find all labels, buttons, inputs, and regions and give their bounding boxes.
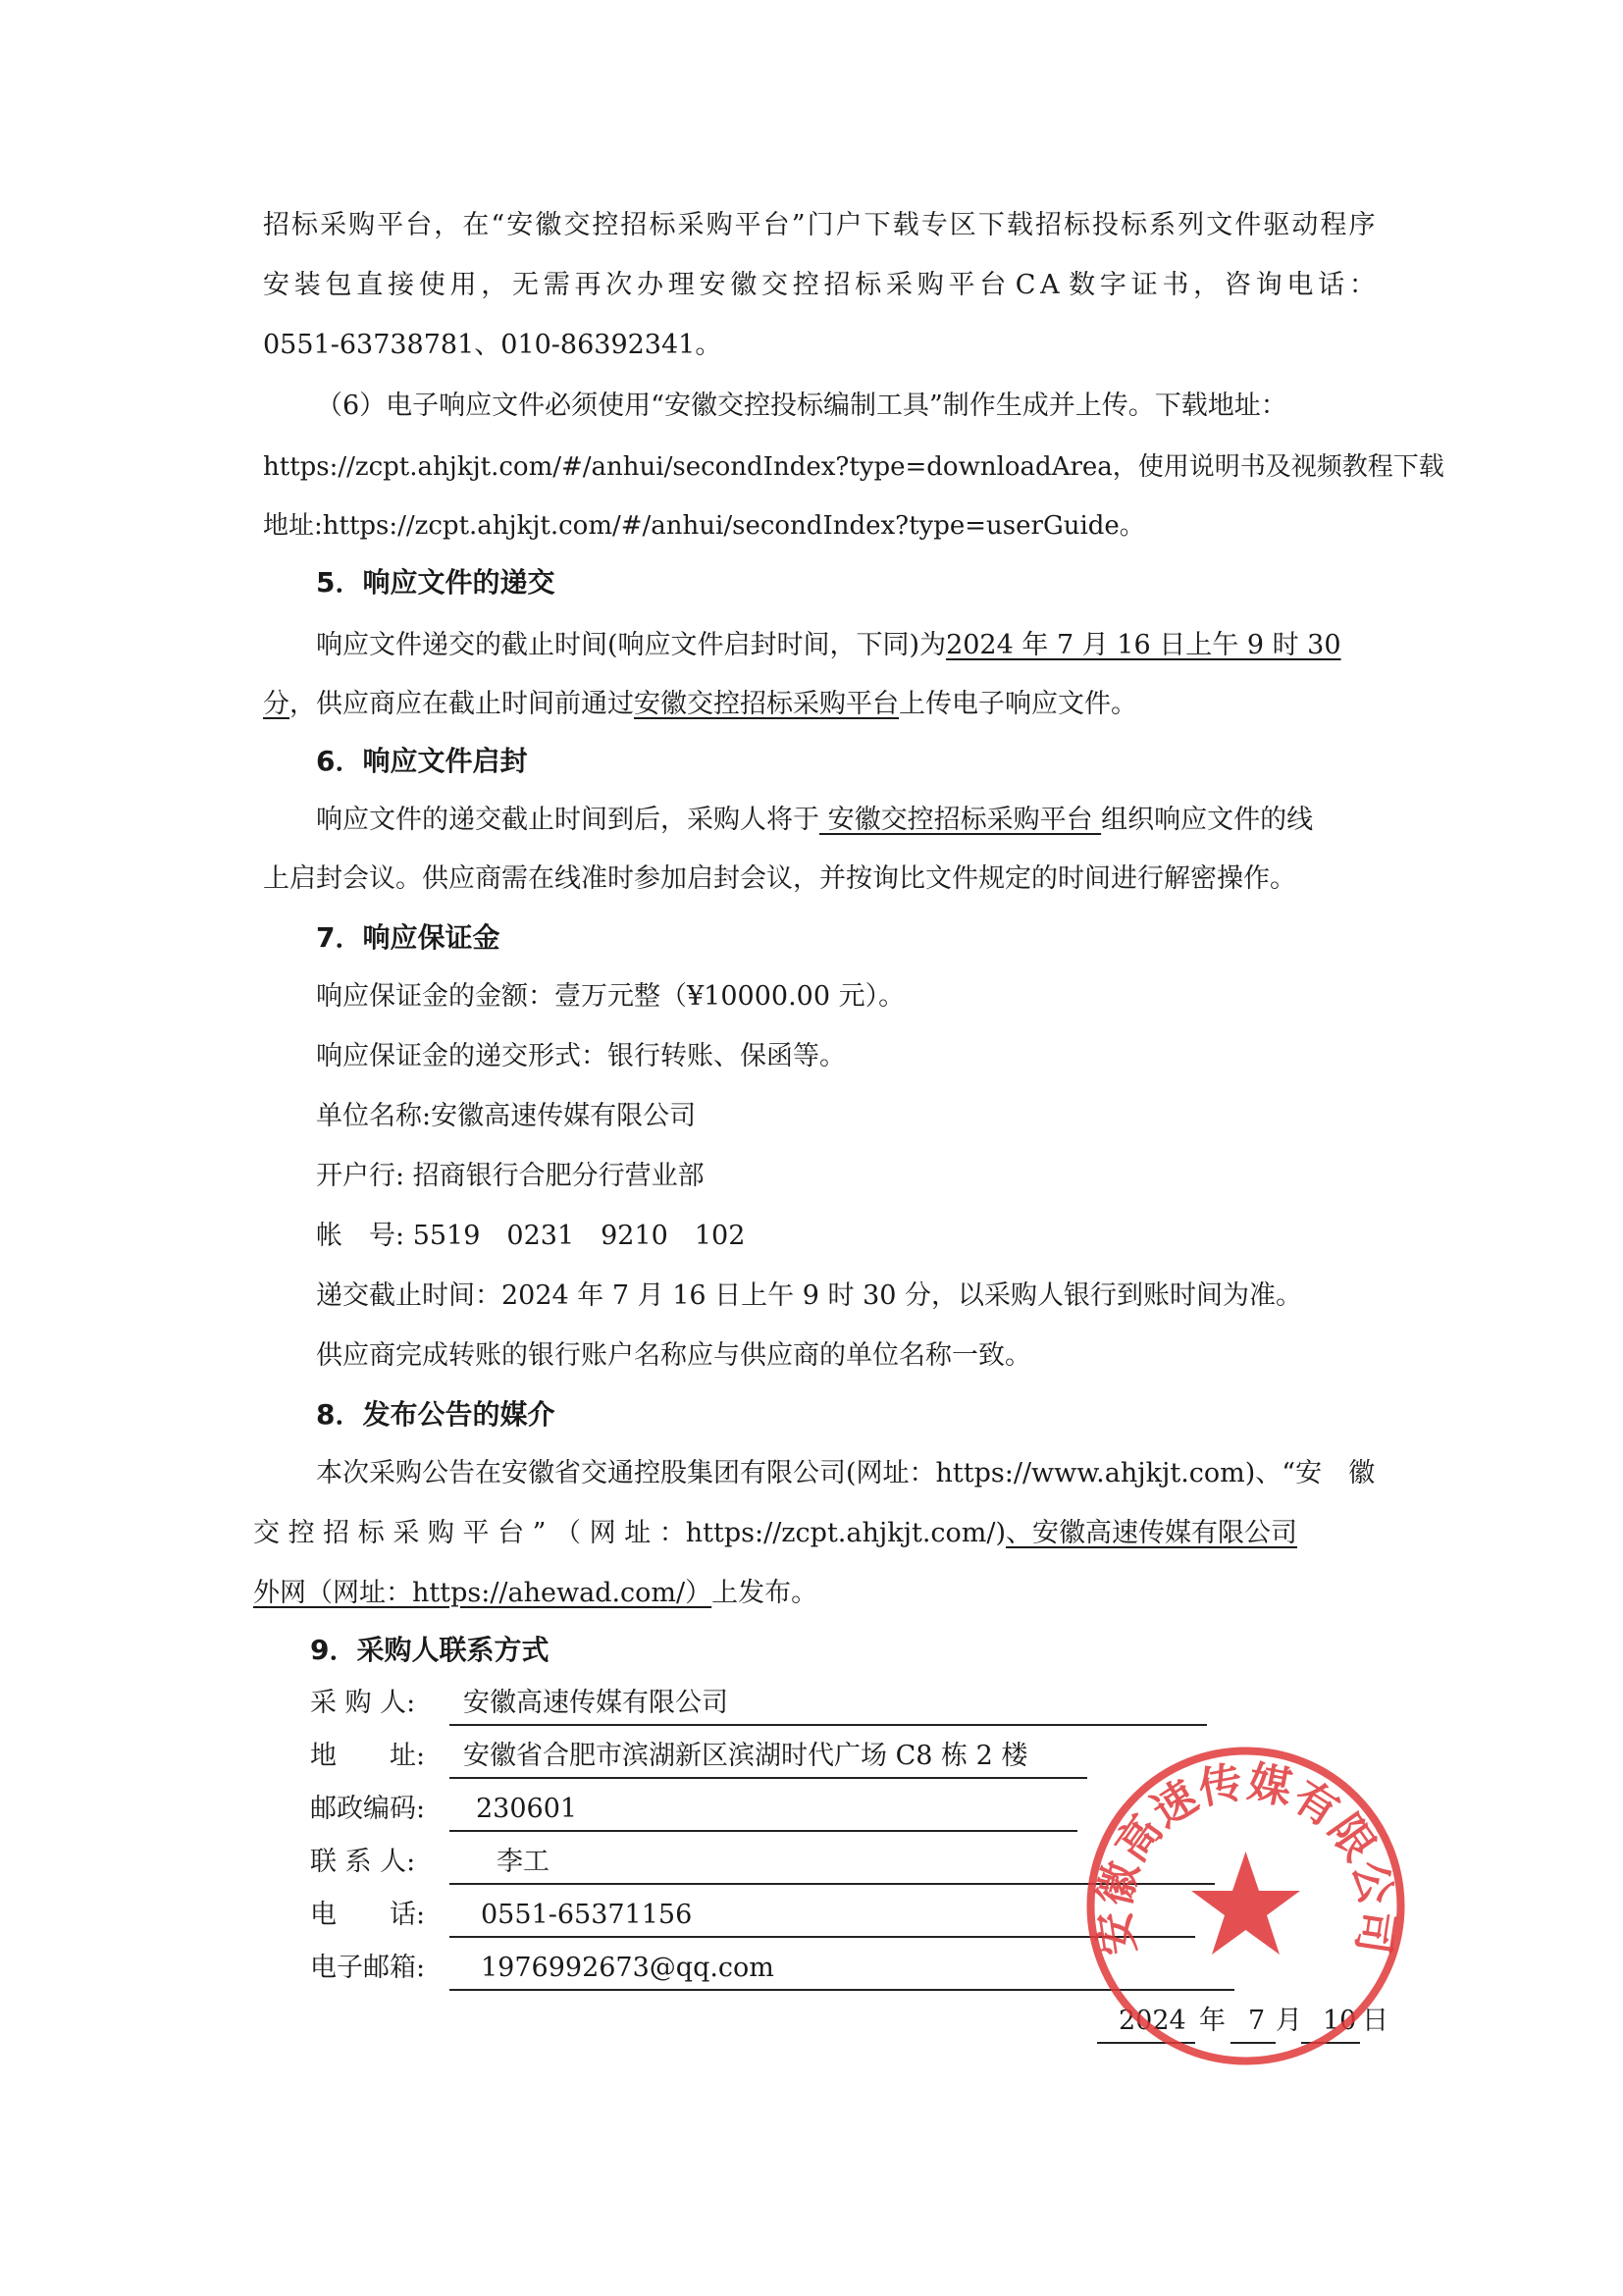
platform-underlined-2: 安徽交控招标采购平台 bbox=[819, 805, 1102, 835]
account-label: 帐 号: bbox=[316, 1221, 405, 1251]
seal-text: 安徽高速传媒有限公司 bbox=[1088, 1756, 1403, 1958]
date-year: 2024 bbox=[1119, 2006, 1186, 2036]
company-underlined: 、安徽高速传媒有限公司 bbox=[1006, 1518, 1298, 1548]
section-8-line-3 bbox=[253, 1576, 817, 1611]
para-6-line-2: https://zcpt.ahjkjt.com/#/anhui/secondIndex?type=downloadArea，使用说明书及视频教程下载 bbox=[263, 452, 1444, 482]
para-6-line-1: （6）电子响应文件必须使用“安徽交控投标编制工具”制作生成并上传。下载地址： bbox=[316, 391, 1287, 421]
section-5-line-2 bbox=[263, 687, 1137, 722]
contact-label-purchaser: 采 购 人: bbox=[310, 1688, 416, 1718]
contact-underline-address bbox=[449, 1777, 1087, 1779]
deadline-underlined: 2024 年 7 月 16 日上午 9 时 30 bbox=[946, 630, 1341, 660]
contact-value-address: 安徽省合肥市滨湖新区滨湖时代广场 C8 栋 2 楼 bbox=[463, 1741, 1028, 1771]
date-day-char: 日 bbox=[1362, 2006, 1388, 2036]
website-underlined: 外网（网址：https://ahewad.com/） bbox=[253, 1578, 712, 1608]
section-6-text-pre: 响应文件的递交截止时间到后，采购人将于 bbox=[316, 805, 819, 835]
date-month: 7 bbox=[1248, 2006, 1266, 2036]
contact-label-postcode: 邮政编码: bbox=[310, 1794, 426, 1824]
contact-underline-postcode bbox=[449, 1830, 1077, 1832]
section-8-line-1: 本次采购公告在安徽省交通控股集团有限公司(网址：https://www.ahjkjt.com)、“安 徽 bbox=[316, 1458, 1376, 1488]
contact-label-address: 地 址: bbox=[310, 1741, 426, 1771]
account-number: 5519 0231 9210 102 bbox=[412, 1221, 746, 1251]
company-seal bbox=[1081, 1742, 1410, 2070]
section-8-line-2 bbox=[253, 1516, 1297, 1551]
contact-label-phone: 电 话: bbox=[310, 1900, 426, 1930]
deadline-underlined-end: 分 bbox=[263, 689, 289, 719]
contact-value-person: 李工 bbox=[497, 1847, 550, 1877]
para-cont-line-1: 招 标 采 购 平 台 ， 在 “ 安 徽 交 控 招 标 采 购 平 台 ” 门 户 下 载 专 区 下 载 招 标 投 标 系 列 文 件 驱 动 程 序 bbox=[263, 210, 1376, 240]
section-8-text-post: 上发布。 bbox=[711, 1578, 818, 1608]
section-6-line-1 bbox=[316, 803, 1313, 838]
deposit-deadline: 递交截止时间：2024 年 7 月 16 日上午 9 时 30 分，以采购人银行到账时间为准。 bbox=[316, 1280, 1303, 1311]
para-cont-line-2: 安 装 包 直 接 使 用 ， 无 需 再 次 办 理 安 徽 交 控 招 标 采 购 平 台 C A 数 字 证 书 ， 咨 询 电 话 ： bbox=[263, 270, 1376, 300]
section-5-line-1 bbox=[316, 628, 1341, 663]
deposit-bank: 开户行: 招商银行合肥分行营业部 bbox=[316, 1161, 705, 1191]
section-5-heading: 5．响应文件的递交 bbox=[316, 566, 555, 599]
contact-value-phone: 0551-65371156 bbox=[481, 1900, 693, 1930]
section-5-text-post: 上传电子响应文件。 bbox=[899, 689, 1137, 719]
deposit-note: 供应商完成转账的银行账户名称应与供应商的单位名称一致。 bbox=[316, 1340, 1031, 1371]
date-year-char: 年 bbox=[1199, 2006, 1226, 2036]
section-9-heading: 9．采购人联系方式 bbox=[310, 1634, 550, 1666]
deposit-form: 响应保证金的递交形式：银行转账、保函等。 bbox=[316, 1041, 846, 1071]
section-6-text-post: 组织响应文件的线 bbox=[1101, 805, 1314, 835]
section-8-heading: 8．发布公告的媒介 bbox=[316, 1398, 555, 1431]
date-month-char: 月 bbox=[1276, 2006, 1302, 2036]
deposit-unit-name: 单位名称:安徽高速传媒有限公司 bbox=[316, 1101, 697, 1131]
section-6-heading: 6．响应文件启封 bbox=[316, 745, 528, 777]
section-6-line-2: 上启封会议。供应商需在线准时参加启封会议，并按询比文件规定的时间进行解密操作。 bbox=[263, 863, 1296, 894]
section-8-text-pre: 交 控 招 标 采 购 平 台 ” （ 网 址 ：https://zcpt.ahjkjt.com/) bbox=[253, 1518, 1007, 1548]
contact-underline-purchaser bbox=[449, 1724, 1207, 1726]
deposit-amount: 响应保证金的金额：壹万元整（¥10000.00 元）。 bbox=[316, 981, 906, 1012]
platform-underlined: 安徽交控招标采购平台 bbox=[634, 689, 899, 719]
para-cont-line-3: 0551-63738781、010-86392341。 bbox=[263, 330, 722, 360]
contact-value-purchaser: 安徽高速传媒有限公司 bbox=[463, 1688, 728, 1718]
section-5-text-mid: ，供应商应在截止时间前通过 bbox=[289, 689, 634, 719]
contact-label-person: 联 系 人: bbox=[310, 1847, 416, 1877]
section-5-text: 响应文件递交的截止时间(响应文件启封时间，下同)为 bbox=[316, 630, 947, 660]
contact-label-email: 电子邮箱: bbox=[310, 1953, 426, 1983]
section-7-heading: 7．响应保证金 bbox=[316, 921, 500, 954]
deposit-account bbox=[316, 1219, 745, 1254]
contact-value-email: 1976992673@qq.com bbox=[481, 1953, 774, 1983]
contact-value-postcode: 230601 bbox=[476, 1794, 578, 1824]
para-6-line-3: 地址:https://zcpt.ahjkjt.com/#/anhui/secondIndex?type=userGuide。 bbox=[263, 511, 1145, 541]
star-icon bbox=[1191, 1852, 1300, 1955]
date-day: 10 bbox=[1323, 2006, 1357, 2036]
